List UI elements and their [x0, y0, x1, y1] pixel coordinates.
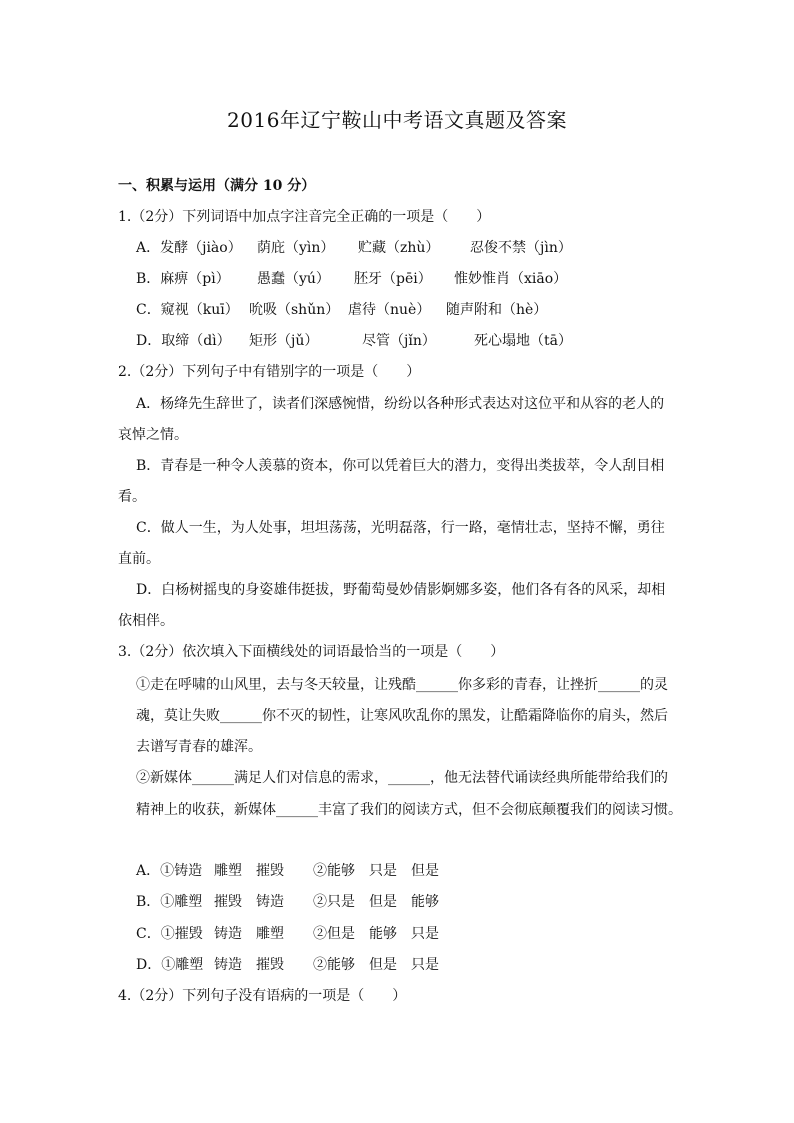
q1-c-word-3: 虐待（nuè）: [348, 302, 431, 318]
q1-a-word-3: 贮藏（zhù）: [358, 240, 440, 256]
q3-passage-2-line-1: ②新媒体______满足人们对信息的需求，______，他无法替代诵读经典所能带给我们的: [136, 770, 668, 786]
page-title: 2016年辽宁鞍山中考语文真题及答案: [227, 108, 567, 132]
q3-d-w5: 但是: [369, 957, 397, 973]
q1-b-word-3: 胚牙（pēi）: [354, 271, 432, 287]
q3-a-w4: ②能够: [313, 863, 355, 879]
q1-c-word-2: 吮吸（shǔn）: [249, 302, 340, 318]
q2-option-a-line-2: 哀悼之情。: [118, 427, 188, 443]
q2-option-c-line-1: C．做人一生，为人处事，坦坦荡荡，光明磊落，行一路，毫情壮志，坚持不懈，勇往: [136, 520, 665, 536]
question-4-stem: 4.（2分）下列句子没有语病的一项是（ ）: [118, 988, 407, 1004]
q3-a-w3: 摧毁: [256, 863, 284, 879]
question-1-stem: 1.（2分）下列词语中加点字注音完全正确的一项是（ ）: [118, 209, 491, 225]
q2-option-d-line-2: 依相伴。: [118, 613, 174, 629]
q2-option-b-line-2: 看。: [118, 489, 146, 505]
q1-d-word-3: 尽管（jǐn）: [362, 333, 436, 349]
q3-a-w6: 但是: [411, 863, 439, 879]
q1-a-word-1: A．发酵（jiào）: [136, 240, 242, 256]
q3-b-w2: 摧毁: [214, 894, 242, 910]
q1-d-word-4: 死心塌地（tā）: [474, 333, 572, 349]
q3-d-w1: D．①雕塑: [136, 957, 204, 973]
q1-a-word-4: 忍俊不禁（jìn）: [470, 240, 572, 256]
q3-c-w6: 只是: [411, 926, 439, 942]
q2-option-c-line-2: 直前。: [118, 551, 160, 567]
q3-a-w5: 只是: [369, 863, 397, 879]
q2-option-b-line-1: B．青春是一种令人羡慕的资本，你可以凭着巨大的潜力，变得出类拔萃，令人刮目相: [136, 458, 665, 474]
q1-d-word-1: D．取缔（dì）: [136, 333, 231, 349]
q3-a-w2: 雕塑: [214, 863, 242, 879]
q3-b-w6: 能够: [411, 894, 439, 910]
q1-a-word-2: 荫庇（yìn）: [257, 240, 335, 256]
q3-c-w4: ②但是: [313, 926, 355, 942]
q3-a-w1: A．①铸造: [136, 863, 203, 879]
q3-b-w5: 但是: [369, 894, 397, 910]
section-heading: 一、积累与运用（满分 10 分）: [118, 178, 316, 194]
q3-b-w4: ②只是: [313, 894, 355, 910]
q3-passage-1-line-2: 魂，莫让失败______你不灭的韧性，让寒风吹乱你的黑发，让酷霜降临你的肩头，然后: [136, 708, 668, 724]
q2-option-d-line-1: D．白杨树摇曳的身姿雄伟挺拔，野葡萄曼妙倩影婀娜多姿，他们各有各的风采，却相: [136, 582, 666, 598]
q1-b-word-2: 愚蠢（yú）: [257, 271, 330, 287]
q3-c-w3: 雕塑: [256, 926, 284, 942]
q3-c-w2: 铸造: [214, 926, 242, 942]
q3-passage-1-line-1: ①走在呼啸的山风里，去与冬天较量，让残酷______你多彩的青春，让挫折______的灵: [136, 677, 668, 693]
q3-d-w6: 只是: [411, 957, 439, 973]
q1-d-word-2: 矩形（jǔ）: [249, 333, 319, 349]
q1-b-word-1: B．麻痹（pì）: [136, 271, 230, 287]
q3-c-w5: 能够: [369, 926, 397, 942]
q3-passage-1-line-3: 去谱写青春的雄浑。: [136, 739, 262, 755]
q1-b-word-4: 惟妙惟肖（xiāo）: [454, 271, 568, 287]
q1-c-word-1: C．窥视（kuī）: [136, 302, 239, 318]
q1-c-word-4: 随声附和（hè）: [446, 302, 548, 318]
q3-passage-2-line-2: 精神上的收获，新媒体______丰富了我们的阅读方式，但不会彻底颠覆我们的阅读习惯。: [136, 802, 682, 818]
q3-d-w2: 铸造: [214, 957, 242, 973]
question-3-stem: 3.（2分）依次填入下面横线处的词语最恰当的一项是（ ）: [118, 644, 505, 660]
q3-c-w1: C．①摧毁: [136, 926, 203, 942]
question-2-stem: 2.（2分）下列句子中有错别字的一项是（ ）: [118, 364, 421, 380]
q3-d-w4: ②能够: [313, 957, 355, 973]
q3-d-w3: 摧毁: [256, 957, 284, 973]
q3-b-w1: B．①雕塑: [136, 894, 203, 910]
q3-b-w3: 铸造: [256, 894, 284, 910]
q2-option-a-line-1: A．杨绛先生辞世了，读者们深感惋惜，纷纷以各种形式表达对这位平和从容的老人的: [136, 396, 665, 412]
